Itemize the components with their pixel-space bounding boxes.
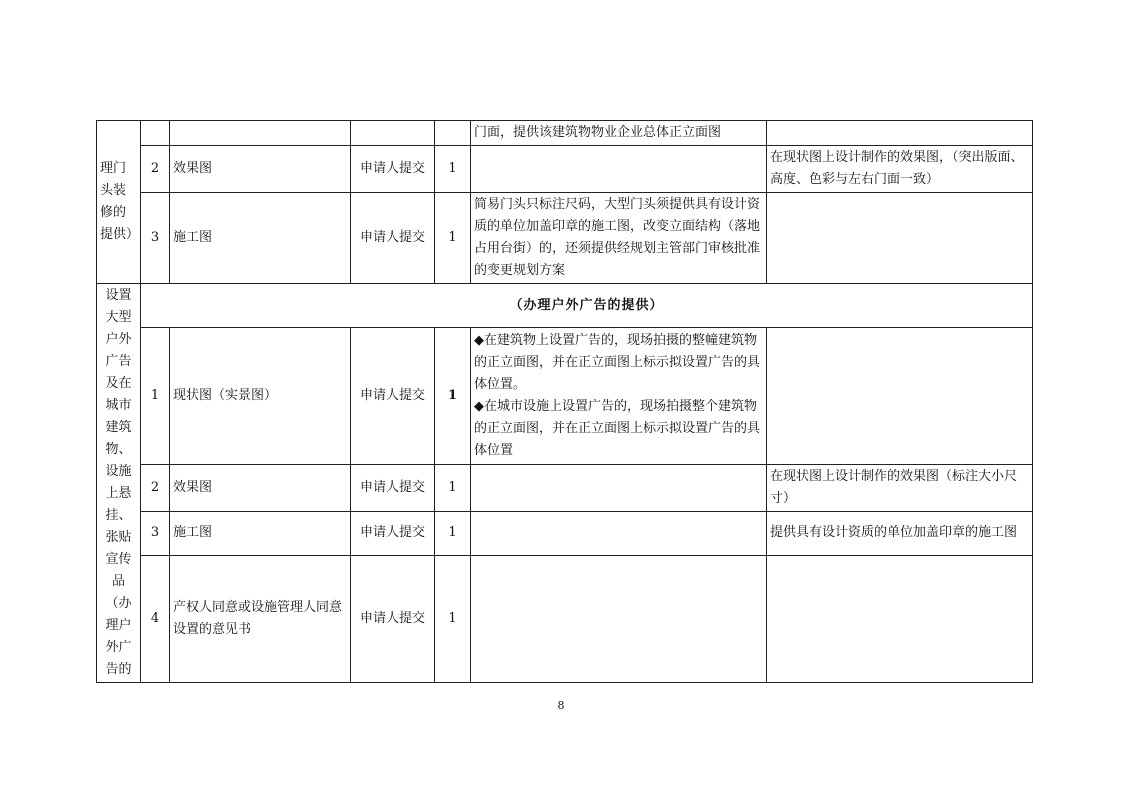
table-row: [97, 555, 1033, 682]
table-row: [97, 193, 1033, 284]
table-row: [97, 512, 1033, 555]
material-name: 产权人同意或设施管理人同意设置的意见书: [170, 555, 351, 682]
material-name: 效果图: [170, 146, 351, 193]
section-row: [97, 284, 1033, 328]
material-note: [767, 121, 1033, 146]
material-name: 现状图（实景图）: [170, 328, 351, 464]
material-quantity: 1: [435, 328, 471, 464]
table-row: [97, 146, 1033, 193]
material-source: 申请人提交: [351, 193, 435, 284]
row-number: 4: [141, 555, 170, 682]
material-quantity: 1: [435, 464, 471, 511]
material-quantity: [435, 121, 471, 146]
material-requirement: [471, 555, 767, 682]
section-title: （办理户外广告的提供）: [141, 284, 1033, 328]
material-requirement: [471, 464, 767, 511]
material-name: 施工图: [170, 193, 351, 284]
material-quantity: 1: [435, 555, 471, 682]
material-source: 申请人提交: [351, 555, 435, 682]
table-row: [97, 328, 1033, 464]
row-number: 2: [141, 464, 170, 511]
material-requirement: 简易门头只标注尺码，大型门头须提供具有设计资质的单位加盖印章的施工图，改变立面结构（落地占用台街）的，还须提供经规划主管部门审核批准的变更规划方案: [471, 193, 767, 284]
material-name: 施工图: [170, 512, 351, 555]
material-name: [170, 121, 351, 146]
row-number: 3: [141, 193, 170, 284]
material-quantity: 1: [435, 193, 471, 284]
material-note: [767, 555, 1033, 682]
table-row: [97, 464, 1033, 511]
material-source: 申请人提交: [351, 512, 435, 555]
row-number: 3: [141, 512, 170, 555]
material-requirement: [471, 328, 767, 464]
material-requirement: [471, 146, 767, 193]
material-note: 提供具有设计资质的单位加盖印章的施工图: [767, 512, 1033, 555]
material-requirement: 门面，提供该建筑物物业企业总体正立面图: [471, 121, 767, 146]
table-row: [97, 121, 1033, 146]
material-quantity: 1: [435, 146, 471, 193]
category-cell: 设置大型户外广告及在城市建筑物、设施上悬挂、张贴宣传品（办理户外广告的: [97, 284, 141, 683]
material-source: 申请人提交: [351, 146, 435, 193]
material-note: 在现状图上设计制作的效果图，（突出版面、高度、色彩与左右门面一致）: [767, 146, 1033, 193]
row-number: 2: [141, 146, 170, 193]
material-note: [767, 328, 1033, 464]
row-number: 1: [141, 328, 170, 464]
page-number: 8: [557, 699, 565, 712]
requirements-table: [96, 120, 1033, 683]
material-name: 效果图: [170, 464, 351, 511]
requirement-item: ◆在建筑物上设置广告的，现场拍摄的整幢建筑物的正立面图，并在正立面图上标示拟设置广告的具体位置。: [474, 333, 761, 393]
material-source: [351, 121, 435, 146]
material-requirement: [471, 512, 767, 555]
material-quantity: 1: [435, 512, 471, 555]
row-number: [141, 121, 170, 146]
material-note: [767, 193, 1033, 284]
material-source: 申请人提交: [351, 328, 435, 464]
category-cell: 理门头装修的提供）: [97, 121, 141, 284]
requirement-item: ◆在城市设施上设置广告的，现场拍摄整个建筑物的正立面图，并在正立面图上标示拟设置广告的具体位置: [474, 399, 761, 459]
material-source: 申请人提交: [351, 464, 435, 511]
material-note: 在现状图上设计制作的效果图（标注大小尺寸）: [767, 464, 1033, 511]
